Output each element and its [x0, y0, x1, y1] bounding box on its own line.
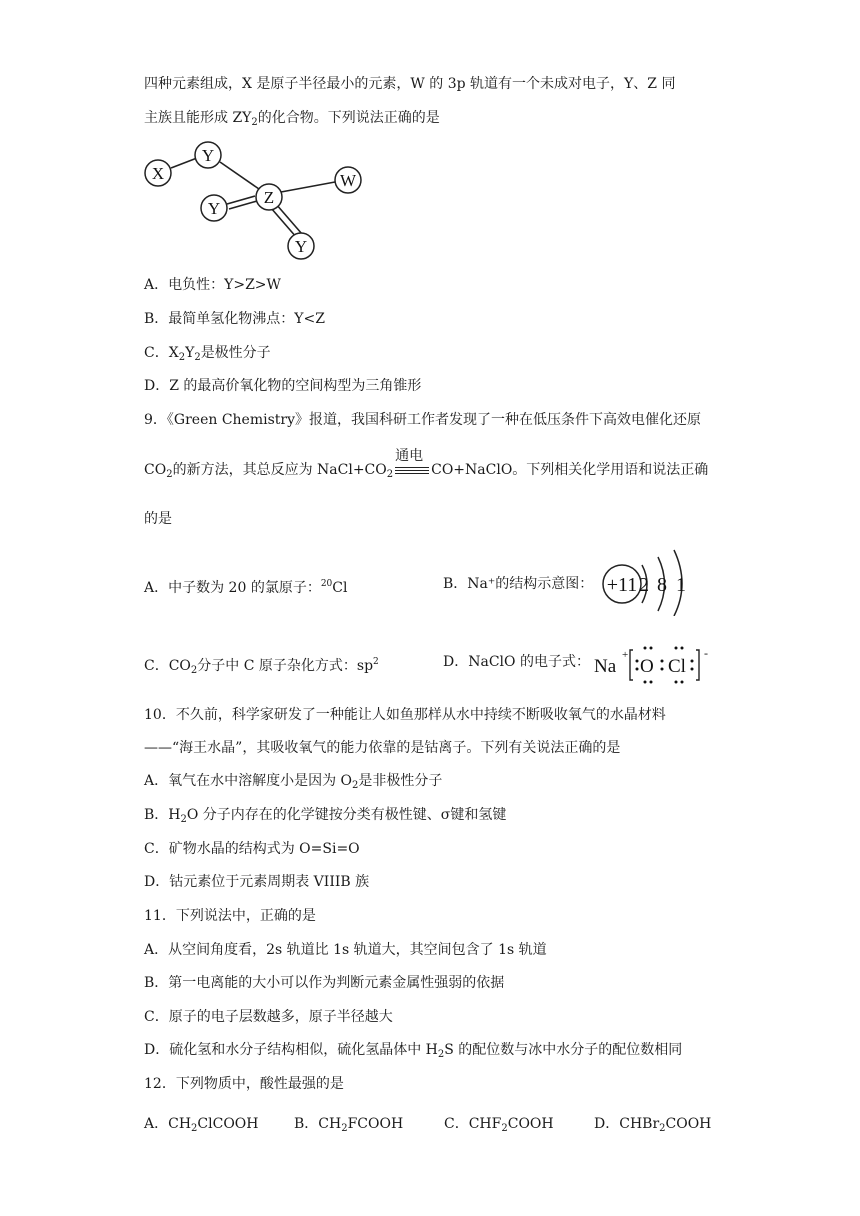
q12-option-c-label: C．	[444, 1116, 469, 1132]
q9-co2: CO	[144, 462, 167, 478]
q11-option-d	[144, 1041, 682, 1064]
q12-option-c-f1: CHF	[468, 1116, 502, 1132]
q9-option-c-sup: 2	[373, 657, 379, 667]
q9-option-c-sub: 2	[190, 665, 198, 676]
q9-option-a-text: A．中子数为 20 的氯原子：	[144, 580, 321, 596]
q9-option-c	[144, 653, 379, 680]
q10-option-b-text: B．H	[144, 807, 181, 823]
q10-option-a-sub: 2	[352, 780, 359, 791]
q9-option-b: B．Na⁺的结构示意图：	[443, 576, 594, 592]
q10-option-c: C．矿物水晶的结构式为 O=Si=O	[144, 841, 360, 857]
q12-option-c	[444, 1115, 554, 1138]
q11-option-d-sub: 2	[437, 1049, 445, 1060]
q12-option-c-f2: COOH	[507, 1116, 554, 1132]
q11-option-d-text: D．硫化氢和水分子结构相似，硫化氢晶体中 H	[144, 1042, 438, 1058]
q9-stem-line2	[144, 448, 709, 484]
q9-option-c-text: C．CO	[144, 658, 191, 674]
q8-option-c-y: Y	[185, 345, 195, 361]
na-shell-3: 1	[676, 574, 686, 596]
q8-stem-text-end: 的化合物。下列说法正确的是	[257, 110, 440, 126]
q9-stem-line3: 的是	[144, 511, 172, 527]
q9-equal-line-1	[395, 467, 429, 468]
q9-option-d: D．NaClO 的电子式：	[443, 654, 590, 670]
q12-stem: 12．下列物质中，酸性最强的是	[144, 1076, 344, 1092]
q8-option-c-sub2: 2	[194, 352, 201, 363]
q9-option-a-mass: 20	[320, 579, 333, 589]
q8-option-d: D．Z 的最高价氧化物的空间构型为三角锥形	[144, 378, 422, 394]
formula-cl: Cl	[668, 656, 686, 677]
q9-option-a	[144, 575, 347, 597]
q9-reaction-arrow	[395, 448, 429, 479]
atom-y-left: Y	[207, 199, 221, 218]
na-ion-structure-diagram	[596, 544, 700, 616]
q11-option-c: C．原子的电子层数越多，原子半径越大	[144, 1009, 393, 1025]
q8-option-c-sub1: 2	[178, 352, 186, 363]
formula-na-charge: +	[622, 649, 629, 661]
q8-stem-line2	[144, 109, 440, 132]
atom-w: W	[339, 171, 357, 190]
na-shell-2: 8	[657, 574, 667, 596]
q12-option-a-sub: 2	[191, 1123, 198, 1134]
q9-reaction-text: 的新方法，其总反应为 NaCl+CO	[172, 462, 387, 478]
q9-equal-line-2	[395, 470, 429, 471]
q12-option-d-f2: COOH	[665, 1116, 712, 1132]
q8-option-c-text: C．X	[144, 345, 179, 361]
q12-option-d	[594, 1115, 711, 1138]
q9-reaction-condition: 通电	[395, 448, 424, 464]
q9-option-c-mid: 分子中 C 原子杂化方式：sp	[197, 658, 374, 674]
na-nucleus-charge: +11	[606, 574, 638, 596]
q12-option-b-f1: CH	[318, 1116, 342, 1132]
formula-o: O	[640, 656, 654, 677]
q12-option-b-sub: 2	[341, 1123, 348, 1134]
q12-option-d-f1: CHBr	[619, 1116, 660, 1132]
q10-option-b-sub: 2	[180, 814, 187, 825]
q9-option-a-symbol: Cl	[332, 580, 348, 596]
q12-option-b-f2: FCOOH	[347, 1116, 404, 1132]
formula-charge-minus: -	[704, 646, 708, 660]
q12-option-a	[144, 1115, 259, 1138]
q12-option-a-label: A．	[144, 1116, 169, 1132]
q10-option-a	[144, 772, 442, 795]
q9-reaction-sub: 2	[386, 469, 394, 480]
q8-stem-text: 主族且能形成 ZY	[144, 110, 252, 126]
q8-stem-line1: 四种元素组成，X 是原子半径最小的元素，W 的 3p 轨道有一个未成对电子，Y、Z 同	[144, 76, 676, 92]
naclo-electron-formula	[592, 644, 716, 686]
q8-option-c	[144, 344, 271, 367]
q11-option-a: A．从空间角度看，2s 轨道比 1s 轨道大，其空间包含了 1s 轨道	[144, 942, 547, 958]
q10-option-b-end: O 分子内存在的化学键按分类有极性键、σ键和氢键	[186, 807, 507, 823]
q12-option-b	[294, 1115, 403, 1138]
q11-stem: 11．下列说法中，正确的是	[144, 908, 316, 924]
q8-option-c-end: 是极性分子	[200, 345, 271, 361]
q10-stem-line1: 10．不久前，科学家研发了一种能让人如鱼那样从水中持续不断吸收氧气的水晶材料	[144, 707, 666, 723]
q12-option-d-label: D．	[594, 1116, 620, 1132]
q9-co2-sub: 2	[166, 469, 173, 480]
na-shell-1: 2	[639, 574, 649, 596]
q8-structure-diagram	[140, 138, 370, 264]
q11-option-d-end: S 的配位数与冰中水分子的配位数相同	[444, 1042, 683, 1058]
atom-y-top: Y	[201, 146, 215, 165]
q10-stem-line2: ——“海王水晶”，其吸收氧气的能力依靠的是钴离子。下列有关说法正确的是	[144, 740, 621, 756]
atom-y-bottom: Y	[294, 237, 308, 256]
formula-na: Na	[594, 656, 617, 677]
q9-reaction-end: CO+NaClO。下列相关化学用语和说法正确	[431, 462, 709, 478]
q10-option-a-end: 是非极性分子	[358, 773, 443, 789]
q8-stem-subscript: 2	[251, 117, 258, 128]
q10-option-b	[144, 806, 506, 829]
q12-option-c-sub: 2	[501, 1123, 508, 1134]
q8-option-b: B．最简单氢化物沸点：Y<Z	[144, 311, 325, 327]
atom-z: Z	[263, 188, 275, 207]
q9-stem-line1: 9．《Green Chemistry》报道，我国科研工作者发现了一种在低压条件下高效电催化还原	[144, 412, 701, 428]
q8-option-a: A．电负性：Y>Z>W	[144, 277, 281, 293]
q12-option-a-f1: CH	[168, 1116, 192, 1132]
q11-option-b: B．第一电离能的大小可以作为判断元素金属性强弱的依据	[144, 975, 505, 991]
atom-x: X	[151, 164, 165, 183]
q12-option-b-label: B．	[294, 1116, 319, 1132]
q12-option-d-sub: 2	[659, 1123, 666, 1134]
q12-option-a-f2: ClCOOH	[197, 1116, 259, 1132]
q10-option-a-text: A．氧气在水中溶解度小是因为 O	[144, 773, 353, 789]
q10-option-d: D．钴元素位于元素周期表 VIIIB 族	[144, 874, 370, 890]
q9-equal-line-3	[395, 473, 429, 474]
